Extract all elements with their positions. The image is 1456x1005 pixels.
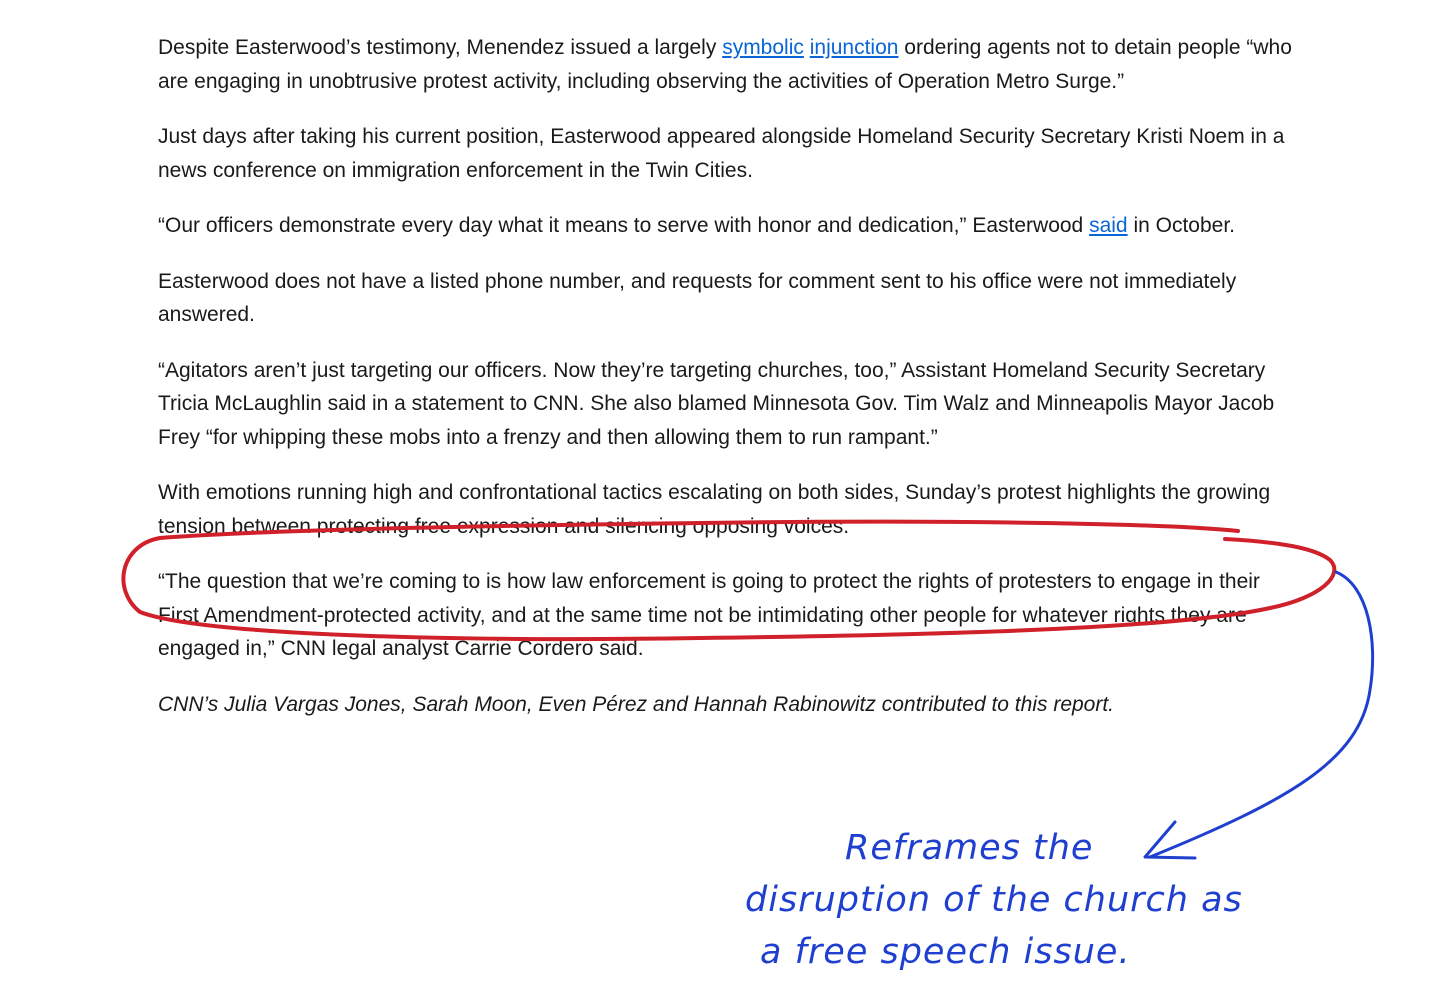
link-said[interactable]: said [1089, 214, 1128, 237]
paragraph-injunction [158, 31, 1303, 98]
paragraph-text: ordering agents not to detain people “who are engaging in unobtrusive protest activity, including observing the activities of Operation Metro Surge.” [158, 36, 1292, 93]
contributor-credit: CNN’s Julia Vargas Jones, Sarah Moon, Even Pérez and Hannah Rabinowitz contributed to this report. [158, 692, 1115, 716]
link-symbolic[interactable]: symbolic [722, 36, 804, 59]
handwritten-note [745, 822, 1305, 978]
note-line-2: disruption of the church as [745, 880, 1243, 920]
link-injunction[interactable]: injunction [809, 36, 899, 59]
paragraph-text: Despite Easterwood’s testimony, Menendez issued a largely [158, 36, 723, 59]
paragraph-highlighted: With emotions running high and confrontational tactics escalating on both sides, Sunday’s protest highlights the growing tension between protecting free expression and silencing opposing voices. [158, 481, 1271, 538]
paragraph-news-conference: Just days after taking his current position, Easterwood appeared alongside Homeland Security Secretary Kristi Noem in a news conference on immigration enforcement in the Twin Cities. [158, 125, 1285, 182]
paragraph-no-comment: Easterwood does not have a listed phone number, and requests for comment sent to his office were not immediately answered. [158, 269, 1237, 326]
paragraph-agitators-quote: “Agitators aren’t just targeting our officers. Now they’re targeting churches, too,” Assistant Homeland Security Secretary Tricia McLaughlin said in a statement to CNN. She also blamed Minnesota Gov. Tim Walz and Minneapolis Mayor Jacob Frey “for whipping these mobs into a frenzy and then allowing them to run rampant.” [158, 358, 1275, 449]
paragraph-text: “Our officers demonstrate every day what it means to serve with honor and dedication,” Easterwood [158, 214, 1090, 237]
paragraph-quote-officers [158, 209, 1303, 243]
paragraph-text: in October. [1127, 214, 1235, 237]
article-body [158, 31, 1303, 743]
paragraph-legal-analyst: “The question that we’re coming to is how law enforcement is going to protect the rights of protesters to engage in their First Amendment-protected activity, and at the same time not be intimidating other people for whatever rights they are engaged in,” CNN legal analyst Carrie Cordero said. [158, 570, 1260, 660]
note-line-1: Reframes the [845, 828, 1094, 868]
note-line-3: a free speech issue. [760, 932, 1131, 972]
